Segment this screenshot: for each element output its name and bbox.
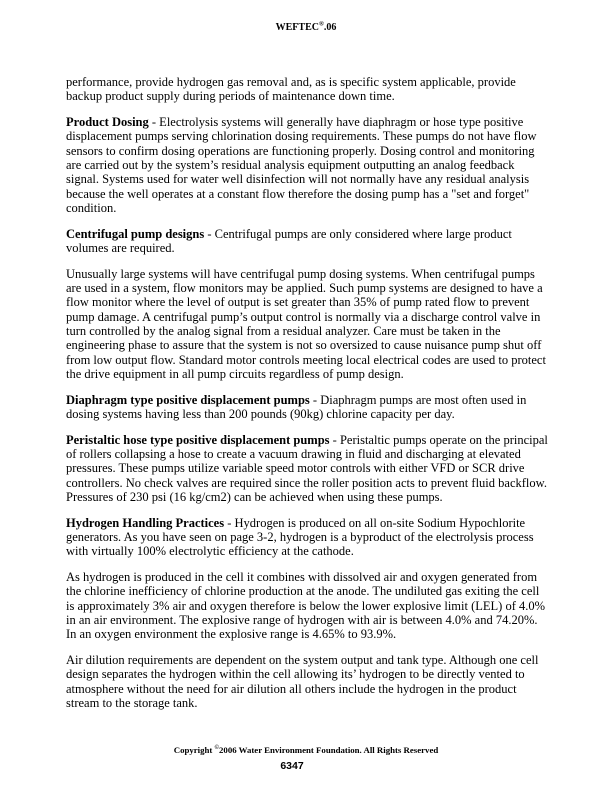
conference-title: WEFTEC®.06 [275,20,337,33]
paragraph-lead: Diaphragm type positive displacement pumps [66,392,310,407]
paragraph: Centrifugal pump designs - Centrifugal pumps are only considered where large product volumes are required. [66,226,512,255]
paragraph: Diaphragm type positive displacement pumps - Diaphragm pumps are most often used in dosing systems having less than 200 pounds (90kg) chlorine capacity per day. [66,392,527,421]
paragraph-lead: Peristaltic hose type positive displacement pumps [66,432,330,447]
page-number: 6347 [280,760,304,772]
footer-copyright: Copyright ©2006 Water Environment Foundation. All Rights Reserved [173,745,439,755]
paragraph: performance, provide hydrogen gas removal and, as is specific system applicable, provide backup product supply during periods of maintenance down time. [66,75,516,104]
paragraph: Air dilution requirements are dependent on the system output and tank type. Although one cell design separates the hydrogen within the cell allowing its’ hydrogen to be directly vented to atmosphere without the need for air dilution all others include the hydrogen in the product stream to the storage tank. [66,653,539,710]
paragraph: Product Dosing - Electrolysis systems will generally have diaphragm or hose type positive displacement pumps serving chlorination dosing requirements. These pumps do not have flow sensors to confirm dosing operations are functioning properly. Dosing control and monitoring are carried out by the system’s residual analysis equipment outputting an analog feedback signal. Systems used for water well disinfection will not normally have any residual analysis because the well operates at a constant flow therefore the dosing pump has a "set and forget" condition. [66,115,537,215]
paragraph: As hydrogen is produced in the cell it combines with dissolved air and oxygen generated from the chlorine inefficiency of chlorine production at the anode. The undiluted gas exiting the cell is approximately 3% air and oxygen therefore is below the lower explosive limit (LEL) of 4.0% in an air environment. The explosive range of hydrogen with air is between 4.0% and 74.20%. In an oxygen environment the explosive range is 4.65% to 93.9%. [66,570,546,642]
document-body [66,75,550,722]
paragraph: Unusually large systems will have centrifugal pump dosing systems. When centrifugal pumps are used in a system, flow monitors may be applied. Such pump systems are designed to have a flow monitor where the level of output is set greater than 35% of pump rated flow to prevent pump damage. A centrifugal pump’s output control is normally via a discharge control valve in turn controlled by the analog signal from a residual analyzer. Care must be taken in the engineering phase to assure that the system is not so oversized to cause nuisance pump shut off from low output flow. Standard motor controls meeting local electrical codes are used to protect the drive equipment in all pump circuits regardless of pump design. [66,266,546,381]
page-header [0,22,612,33]
paragraph-lead: Hydrogen Handling Practices [66,515,225,530]
paragraph-lead: Product Dosing [66,115,149,130]
paragraph: Hydrogen Handling Practices - Hydrogen is produced on all on-site Sodium Hypochlorite generators. As you have seen on page 3-2, hydrogen is a byproduct of the electrolysis process with virtually 100% electrolytic efficiency at the cathode. [66,515,534,559]
registered-trademark-symbol: ® [318,20,324,28]
copyright-symbol: © [214,745,220,752]
paragraph: Peristaltic hose type positive displacement pumps - Peristaltic pumps operate on the principal of rollers collapsing a hose to create a vacuum drawing in fluid and discharging at elevated pressures. These pumps utilize variable speed motor controls with either VFD or SCR drive controllers. No check valves are required since the roller position acts to prevent fluid backflow. Pressures of 230 psi (16 kg/cm2) can be achieved when using these pumps. [66,432,548,504]
paragraph-lead: Centrifugal pump designs [66,226,205,241]
